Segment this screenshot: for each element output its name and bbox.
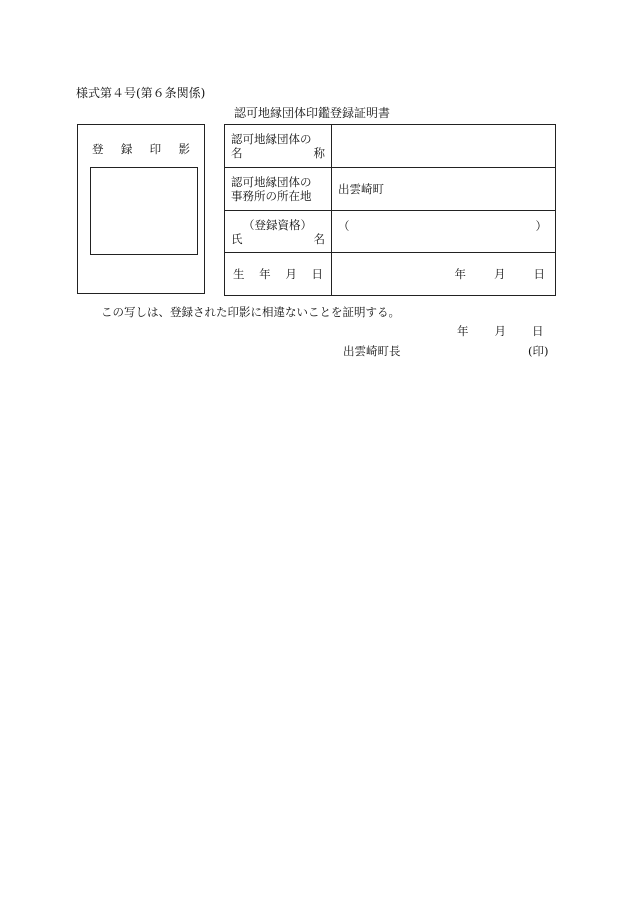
value-representative-name[interactable]: （ ） [332, 211, 556, 253]
table-row-birthdate [225, 253, 556, 296]
form-number: 様式第４号(第６条関係) [76, 86, 206, 100]
issuer-name: 出雲崎町長 [343, 344, 401, 358]
seal-impression-label [78, 141, 204, 157]
label-office-address: 認可地縁団体の 事務所の所在地 [225, 168, 332, 211]
value-organization-name[interactable] [332, 125, 556, 168]
issue-month: 月 [494, 324, 506, 338]
seal-impression-box [77, 124, 205, 294]
label-birthdate: 生 年 月 日 [225, 253, 332, 296]
label-representative-name: （登録資格） 氏 名 [225, 211, 332, 253]
label-organization-name: 認可地縁団体の 名 称 [225, 125, 332, 168]
official-seal-mark: (印) [528, 344, 549, 358]
table-row-representative [225, 211, 556, 253]
table-row-name [225, 125, 556, 168]
value-office-address[interactable]: 出雲崎町 [332, 168, 556, 211]
registration-info-table [224, 124, 556, 296]
issue-year: 年 [457, 324, 469, 338]
certification-statement: この写しは、登録された印影に相違ないことを証明する。 [101, 305, 400, 319]
value-birthdate[interactable]: 年 月 日 [332, 253, 556, 296]
seal-label-char: 影 [178, 142, 190, 156]
seal-impression-area[interactable] [90, 167, 198, 255]
table-row-address [225, 168, 556, 211]
seal-label-char: 登 [92, 142, 104, 156]
issue-day: 日 [532, 324, 544, 338]
seal-label-char: 録 [120, 142, 133, 156]
document-title: 認可地縁団体印鑑登録証明書 [234, 106, 391, 120]
seal-label-char: 印 [149, 142, 162, 156]
issue-date [457, 323, 544, 339]
